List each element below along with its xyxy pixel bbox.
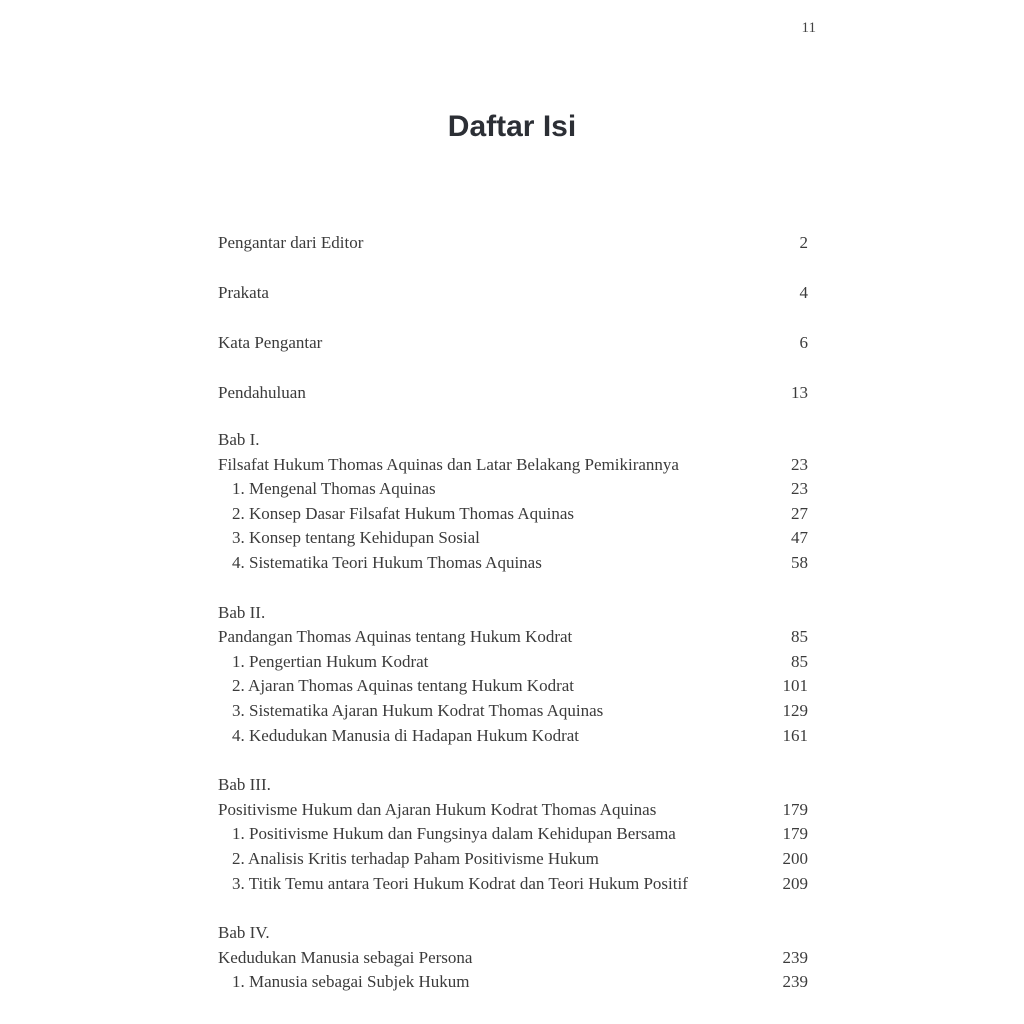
chapter-title: Pandangan Thomas Aquinas tentang Hukum Kodrat xyxy=(218,627,573,647)
chapter-section xyxy=(218,773,808,896)
toc-entry xyxy=(218,798,808,823)
chapter-title: Kedudukan Manusia sebagai Persona xyxy=(218,947,473,967)
toc-entry xyxy=(218,380,808,405)
toc-entry-label: 1. Pengertian Hukum Kodrat xyxy=(232,651,429,671)
toc-entry-label: 2. Ajaran Thomas Aquinas tentang Hukum Kodrat xyxy=(232,676,574,696)
toc-entry-label: 4. Sistematika Teori Hukum Thomas Aquinas xyxy=(232,552,542,572)
toc-entry-page: 101 xyxy=(782,676,808,696)
toc-entry-label: Prakata xyxy=(218,283,269,302)
toc-entry xyxy=(218,674,808,699)
toc-entry-label: 1. Manusia sebagai Subjek Hukum xyxy=(232,972,470,992)
toc-entry xyxy=(218,724,808,749)
toc-entry xyxy=(218,280,808,305)
chapter-section xyxy=(218,428,808,576)
toc-entry xyxy=(218,330,808,355)
toc-entry-page: 129 xyxy=(782,700,808,720)
toc-entry-page: 13 xyxy=(791,383,808,402)
toc-entry xyxy=(218,921,808,946)
chapter-heading: Bab II. xyxy=(218,602,266,622)
toc-entry-label: Kata Pengantar xyxy=(218,333,323,352)
toc-entry xyxy=(218,601,808,626)
toc-entry-label: 3. Titik Temu antara Teori Hukum Kodrat dan Teori Hukum Positif xyxy=(232,873,688,893)
toc-entry xyxy=(218,551,808,576)
toc-entry xyxy=(218,946,808,971)
chapter-page: 23 xyxy=(791,454,808,474)
toc-entry-page: 47 xyxy=(791,528,808,548)
toc-entry-page: 179 xyxy=(782,824,808,844)
toc-entry xyxy=(218,847,808,872)
chapter-heading: Bab I. xyxy=(218,430,260,449)
toc-entry xyxy=(218,872,808,897)
chapter-heading: Bab III. xyxy=(218,775,271,795)
toc-entry xyxy=(218,230,808,255)
toc-entry xyxy=(218,477,808,502)
chapter-heading: Bab IV. xyxy=(218,923,270,943)
toc-entry-page: 58 xyxy=(791,552,808,572)
toc-entry-label: 2. Konsep Dasar Filsafat Hukum Thomas Aquinas xyxy=(232,503,575,523)
toc-entry-label: 3. Sistematika Ajaran Hukum Kodrat Thomas Aquinas xyxy=(232,700,604,720)
chapter-section xyxy=(218,601,808,749)
toc-entry xyxy=(218,625,808,650)
toc-entry xyxy=(218,502,808,527)
toc-entry-label: Pendahuluan xyxy=(218,383,306,402)
toc-entry-label: 1. Mengenal Thomas Aquinas xyxy=(232,479,436,499)
page-title: Daftar Isi xyxy=(447,110,577,143)
toc-entry xyxy=(218,970,808,995)
chapter-title: Filsafat Hukum Thomas Aquinas dan Latar Belakang Pemikirannya xyxy=(218,454,679,474)
chapter-page: 85 xyxy=(791,627,808,647)
toc-entry-page: 85 xyxy=(791,651,808,671)
toc-entry-page: 4 xyxy=(799,283,808,302)
toc-entry-page: 23 xyxy=(791,479,808,499)
toc-entry xyxy=(218,822,808,847)
page-number: 11 xyxy=(801,20,816,36)
front-matter-list xyxy=(218,230,808,405)
toc-entry-label: 2. Analisis Kritis terhadap Paham Positivisme Hukum xyxy=(232,848,599,868)
chapter-page: 239 xyxy=(782,947,808,967)
chapter-page: 179 xyxy=(782,799,808,819)
toc-entry xyxy=(218,453,808,478)
toc-entry xyxy=(218,650,808,675)
chapter-title: Positivisme Hukum dan Ajaran Hukum Kodrat Thomas Aquinas xyxy=(218,799,657,819)
toc-entry xyxy=(218,526,808,551)
toc-entry-label: 3. Konsep tentang Kehidupan Sosial xyxy=(232,528,480,548)
chapter-section xyxy=(218,921,808,995)
toc-entry-page: 27 xyxy=(791,503,808,523)
toc-entry-page: 200 xyxy=(782,848,808,868)
toc-entry-label: 4. Kedudukan Manusia di Hadapan Hukum Kodrat xyxy=(232,725,580,745)
toc-entry-label: 1. Positivisme Hukum dan Fungsinya dalam Kehidupan Bersama xyxy=(232,824,676,844)
toc-entry xyxy=(218,773,808,798)
toc-entry-page: 2 xyxy=(799,233,808,252)
chapter-list xyxy=(218,428,808,995)
table-of-contents xyxy=(218,230,808,995)
toc-entry xyxy=(218,699,808,724)
toc-entry-page: 239 xyxy=(782,972,808,992)
toc-entry xyxy=(218,428,808,453)
toc-entry-page: 161 xyxy=(782,725,808,745)
toc-entry-page: 209 xyxy=(782,873,808,893)
toc-entry-page: 6 xyxy=(799,333,808,352)
toc-entry-label: Pengantar dari Editor xyxy=(218,233,364,252)
